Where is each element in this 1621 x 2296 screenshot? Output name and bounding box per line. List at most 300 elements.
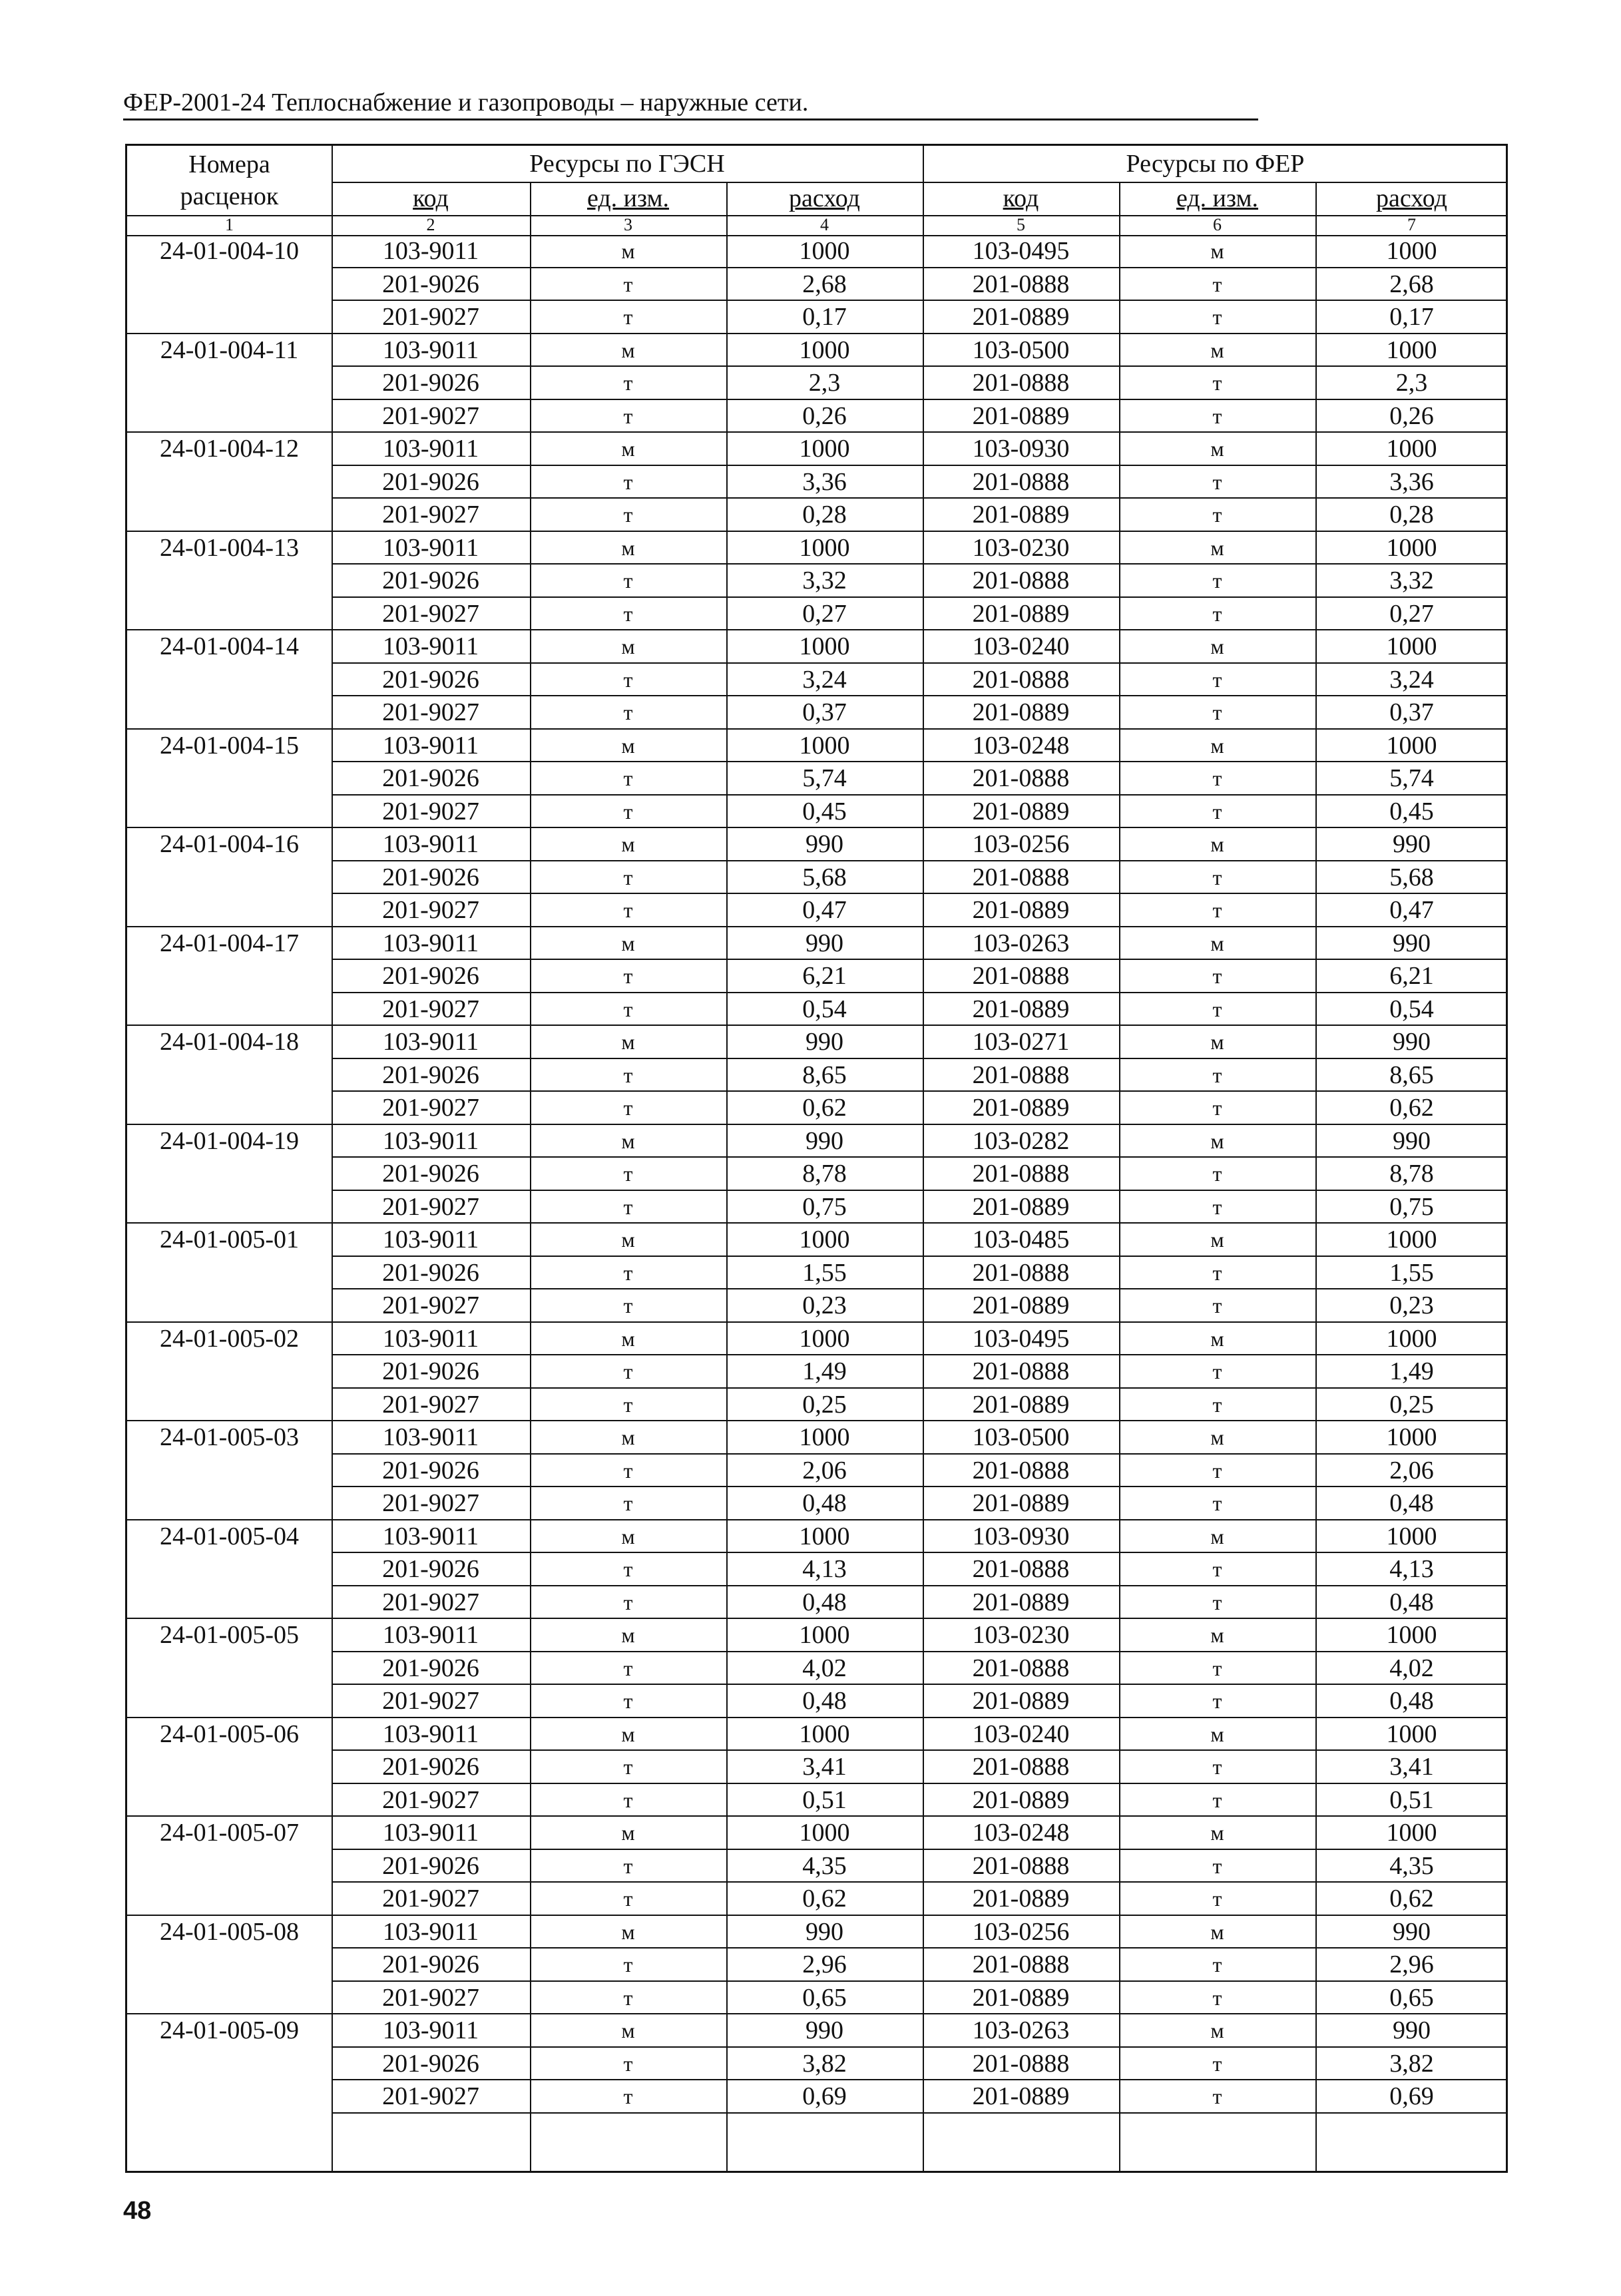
unit-cell: м: [621, 931, 635, 955]
consumption-cell: 0,28: [1389, 501, 1434, 529]
code-cell: 103-9011: [382, 1720, 479, 1748]
rate-number: 24-01-004-17: [160, 929, 299, 957]
consumption-cell: 3,41: [1389, 1753, 1434, 1781]
consumption-cell: 0,69: [802, 2082, 847, 2110]
unit-cell: т: [623, 997, 633, 1021]
consumption-cell: 990: [806, 1028, 843, 1056]
code-cell: 103-9011: [382, 533, 479, 562]
column-header-fer-code: код: [1003, 184, 1039, 212]
unit-cell: т: [1212, 2051, 1222, 2076]
unit-cell: т: [623, 1787, 633, 1812]
consumption-cell: 0,26: [1389, 401, 1434, 430]
code-cell: 201-9026: [382, 1456, 479, 1485]
code-cell: 201-0889: [972, 1390, 1070, 1419]
consumption-cell: 1000: [799, 1522, 850, 1550]
code-cell: 201-0888: [972, 369, 1070, 397]
unit-cell: м: [621, 2018, 635, 2042]
unit-cell: м: [621, 239, 635, 263]
consumption-cell: 3,24: [802, 665, 847, 694]
consumption-cell: 1000: [799, 435, 850, 463]
code-cell: 201-9026: [382, 1060, 479, 1089]
unit-cell: т: [1212, 403, 1222, 428]
unit-cell: м: [621, 1030, 635, 1054]
code-cell: 103-9011: [382, 1028, 479, 1056]
rate-number: 24-01-004-14: [160, 632, 299, 660]
code-cell: 201-0888: [972, 1753, 1070, 1781]
unit-cell: т: [623, 403, 633, 428]
consumption-cell: 3,36: [1389, 467, 1434, 496]
unit-cell: м: [1210, 1228, 1224, 1252]
consumption-cell: 3,36: [802, 467, 847, 496]
unit-cell: м: [621, 437, 635, 461]
code-cell: 201-9026: [382, 2049, 479, 2078]
code-cell: 201-9026: [382, 962, 479, 990]
consumption-cell: 1000: [799, 533, 850, 562]
consumption-cell: 0,48: [802, 1687, 847, 1715]
code-cell: 201-0889: [972, 1687, 1070, 1715]
code-cell: 201-9027: [382, 1785, 479, 1814]
code-cell: 103-9011: [382, 1621, 479, 1649]
code-cell: 201-9027: [382, 599, 479, 628]
code-cell: 201-0888: [972, 1555, 1070, 1583]
consumption-cell: 0,62: [802, 1094, 847, 1122]
code-cell: 201-9027: [382, 1291, 479, 1319]
consumption-cell: 0,54: [802, 995, 847, 1023]
consumption-cell: 990: [806, 929, 843, 957]
unit-cell: т: [1212, 1062, 1222, 1087]
code-cell: 103-0240: [972, 632, 1070, 660]
column-number: 2: [426, 215, 435, 234]
unit-cell: т: [623, 1557, 633, 1581]
code-cell: 103-0500: [972, 336, 1070, 364]
document-header-title: ФЕР-2001-24 Теплоснабжение и газопроводы – наружные сети.: [123, 87, 1258, 120]
code-cell: 201-9026: [382, 567, 479, 594]
rate-number: 24-01-004-10: [160, 237, 299, 265]
unit-cell: м: [621, 1128, 635, 1153]
consumption-cell: 3,41: [802, 1753, 847, 1781]
code-cell: 103-0263: [972, 929, 1070, 957]
consumption-cell: 5,68: [802, 863, 847, 891]
consumption-cell: 1000: [799, 1819, 850, 1847]
unit-cell: м: [621, 1425, 635, 1449]
code-cell: 103-0248: [972, 1819, 1070, 1847]
unit-cell: т: [623, 667, 633, 692]
code-cell: 201-0888: [972, 1258, 1070, 1287]
rate-number: 24-01-005-06: [160, 1720, 299, 1748]
rate-number: 24-01-004-11: [160, 336, 299, 364]
code-cell: 201-9026: [382, 1851, 479, 1880]
code-cell: 103-9011: [382, 1126, 479, 1155]
unit-cell: т: [1212, 865, 1222, 889]
consumption-cell: 0,48: [1389, 1687, 1434, 1715]
consumption-cell: 2,06: [802, 1456, 847, 1485]
consumption-cell: 990: [1393, 1917, 1431, 1946]
unit-cell: м: [1210, 1821, 1224, 1845]
consumption-cell: 1000: [1386, 237, 1437, 265]
code-cell: 103-0930: [972, 435, 1070, 463]
code-cell: 201-9026: [382, 1258, 479, 1287]
code-cell: 103-9011: [382, 1324, 479, 1353]
unit-cell: т: [623, 1952, 633, 1976]
consumption-cell: 0,48: [1389, 1588, 1434, 1616]
consumption-cell: 1000: [1386, 1720, 1437, 1748]
unit-cell: м: [1210, 338, 1224, 362]
column-group-fer: Ресурсы по ФЕР: [1126, 150, 1305, 178]
unit-cell: т: [1212, 1392, 1222, 1417]
code-cell: 201-0889: [972, 1885, 1070, 1913]
code-cell: 201-0888: [972, 1060, 1070, 1089]
rate-number: 24-01-005-03: [160, 1423, 299, 1451]
consumption-cell: 0,51: [1389, 1785, 1434, 1814]
column-header-rate-numbers: Номера расценок: [180, 150, 279, 210]
consumption-cell: 0,75: [1389, 1192, 1434, 1221]
consumption-cell: 1000: [799, 1226, 850, 1254]
unit-cell: т: [623, 1096, 633, 1120]
consumption-cell: 0,65: [1389, 1983, 1434, 2012]
consumption-cell: 0,54: [1389, 995, 1434, 1023]
unit-cell: м: [621, 1228, 635, 1252]
code-cell: 201-9026: [382, 270, 479, 298]
consumption-cell: 4,02: [802, 1654, 847, 1682]
consumption-cell: 1000: [1386, 1324, 1437, 1353]
consumption-cell: 1000: [799, 237, 850, 265]
consumption-cell: 1,49: [1389, 1357, 1434, 1385]
consumption-cell: 0,37: [1389, 698, 1434, 726]
column-number: 4: [820, 215, 829, 234]
unit-cell: т: [623, 1293, 633, 1317]
code-cell: 201-0889: [972, 1192, 1070, 1221]
resources-table: [125, 144, 1508, 2173]
consumption-cell: 1000: [799, 1423, 850, 1451]
consumption-cell: 0,37: [802, 698, 847, 726]
code-cell: 201-9026: [382, 369, 479, 397]
unit-cell: м: [1210, 1623, 1224, 1647]
code-cell: 201-0888: [972, 1654, 1070, 1682]
unit-cell: т: [1212, 766, 1222, 790]
column-number: 3: [624, 215, 632, 234]
unit-cell: т: [1212, 601, 1222, 626]
consumption-cell: 1000: [799, 731, 850, 760]
code-cell: 201-0889: [972, 1785, 1070, 1814]
consumption-cell: 1000: [1386, 435, 1437, 463]
code-cell: 201-9027: [382, 1489, 479, 1517]
code-cell: 103-0495: [972, 237, 1070, 265]
unit-cell: т: [1212, 1787, 1222, 1812]
code-cell: 201-0888: [972, 1951, 1070, 1978]
consumption-cell: 2,96: [1389, 1951, 1434, 1978]
unit-cell: т: [623, 272, 633, 296]
code-cell: 103-0930: [972, 1522, 1070, 1550]
unit-cell: т: [623, 1162, 633, 1186]
consumption-cell: 1000: [1386, 336, 1437, 364]
code-cell: 103-9011: [382, 632, 479, 660]
code-cell: 201-9027: [382, 1588, 479, 1616]
consumption-cell: 3,32: [1389, 567, 1434, 594]
unit-cell: т: [1212, 799, 1222, 823]
unit-cell: т: [623, 1985, 633, 2010]
consumption-cell: 0,48: [1389, 1489, 1434, 1517]
code-cell: 103-0282: [972, 1126, 1070, 1155]
consumption-cell: 3,82: [802, 2049, 847, 2078]
unit-cell: т: [1212, 1952, 1222, 1976]
rate-number: 24-01-004-19: [160, 1126, 299, 1155]
unit-cell: т: [1212, 700, 1222, 724]
unit-cell: т: [623, 1359, 633, 1383]
consumption-cell: 990: [1393, 1126, 1431, 1155]
code-cell: 103-9011: [382, 929, 479, 957]
consumption-cell: 5,74: [1389, 764, 1434, 792]
code-cell: 201-9027: [382, 501, 479, 529]
column-number: 1: [225, 215, 234, 234]
code-cell: 103-9011: [382, 2016, 479, 2044]
code-cell: 201-9026: [382, 1753, 479, 1781]
code-cell: 201-0889: [972, 1489, 1070, 1517]
code-cell: 201-0888: [972, 1456, 1070, 1485]
code-cell: 201-9027: [382, 1687, 479, 1715]
unit-cell: т: [1212, 371, 1222, 395]
unit-cell: т: [1212, 1557, 1222, 1581]
code-cell: 201-9027: [382, 698, 479, 726]
code-cell: 201-9027: [382, 1192, 479, 1221]
consumption-cell: 990: [806, 2016, 843, 2044]
code-cell: 201-9027: [382, 797, 479, 825]
unit-cell: т: [623, 1656, 633, 1680]
unit-cell: т: [623, 766, 633, 790]
column-header-gesn-code: код: [413, 184, 449, 212]
consumption-cell: 1000: [1386, 1226, 1437, 1254]
code-cell: 103-9011: [382, 237, 479, 265]
unit-cell: т: [1212, 1096, 1222, 1120]
unit-cell: т: [1212, 1853, 1222, 1878]
code-cell: 103-0256: [972, 830, 1070, 858]
unit-cell: т: [1212, 503, 1222, 527]
consumption-cell: 1000: [799, 632, 850, 660]
rate-number: 24-01-005-01: [160, 1226, 299, 1254]
unit-cell: т: [1212, 272, 1222, 296]
code-cell: 201-9026: [382, 1555, 479, 1583]
consumption-cell: 0,25: [802, 1390, 847, 1419]
consumption-cell: 0,25: [1389, 1390, 1434, 1419]
consumption-cell: 1000: [1386, 1522, 1437, 1550]
rate-number: 24-01-004-18: [160, 1028, 299, 1056]
consumption-cell: 1,55: [1389, 1258, 1434, 1287]
code-cell: 201-0889: [972, 698, 1070, 726]
consumption-cell: 0,17: [802, 303, 847, 331]
consumption-cell: 8,65: [1389, 1060, 1434, 1089]
unit-cell: т: [623, 601, 633, 626]
unit-cell: м: [1210, 1919, 1224, 1944]
consumption-cell: 0,62: [1389, 1885, 1434, 1913]
code-cell: 201-0888: [972, 863, 1070, 891]
consumption-cell: 0,28: [802, 501, 847, 529]
unit-cell: м: [1210, 1425, 1224, 1449]
consumption-cell: 990: [1393, 1028, 1431, 1056]
consumption-cell: 0,23: [1389, 1291, 1434, 1319]
page-number: 48: [123, 2197, 152, 2225]
consumption-cell: 1000: [1386, 1423, 1437, 1451]
rate-number: 24-01-004-16: [160, 830, 299, 858]
column-header-fer-consumption: расход: [1375, 184, 1448, 212]
unit-cell: т: [623, 865, 633, 889]
consumption-cell: 2,3: [1395, 369, 1428, 397]
unit-cell: м: [1210, 931, 1224, 955]
consumption-cell: 4,02: [1389, 1654, 1434, 1682]
code-cell: 201-9027: [382, 1094, 479, 1122]
rate-number: 24-01-005-02: [160, 1324, 299, 1353]
consumption-cell: 4,13: [1389, 1555, 1434, 1583]
consumption-cell: 2,96: [802, 1951, 847, 1978]
unit-cell: т: [623, 305, 633, 329]
consumption-cell: 0,27: [802, 599, 847, 628]
unit-cell: м: [621, 1919, 635, 1944]
code-cell: 201-9027: [382, 896, 479, 924]
consumption-cell: 3,32: [802, 567, 847, 594]
unit-cell: т: [623, 1491, 633, 1515]
unit-cell: т: [1212, 1755, 1222, 1779]
unit-cell: т: [1212, 1985, 1222, 2010]
rate-number: 24-01-005-09: [160, 2016, 299, 2044]
column-number: 5: [1017, 215, 1025, 234]
code-cell: 103-0256: [972, 1917, 1070, 1946]
unit-cell: т: [623, 1392, 633, 1417]
column-header-gesn-consumption: расход: [788, 184, 861, 212]
unit-cell: м: [621, 1326, 635, 1351]
unit-cell: м: [1210, 1030, 1224, 1054]
unit-cell: т: [623, 1755, 633, 1779]
code-cell: 201-9027: [382, 1390, 479, 1419]
column-header-gesn-unit: ед. изм.: [586, 184, 670, 212]
consumption-cell: 4,35: [1389, 1851, 1434, 1880]
unit-cell: т: [623, 503, 633, 527]
consumption-cell: 0,23: [802, 1291, 847, 1319]
consumption-cell: 1000: [799, 336, 850, 364]
consumption-cell: 1,55: [802, 1258, 847, 1287]
code-cell: 201-0889: [972, 797, 1070, 825]
code-cell: 201-9027: [382, 1885, 479, 1913]
row-divider: [332, 2112, 1508, 2114]
code-cell: 103-0230: [972, 533, 1070, 562]
unit-cell: м: [1210, 437, 1224, 461]
unit-cell: т: [623, 371, 633, 395]
consumption-cell: 2,68: [802, 270, 847, 298]
column-number: 7: [1407, 215, 1416, 234]
unit-cell: м: [621, 535, 635, 560]
consumption-cell: 4,35: [802, 1851, 847, 1880]
code-cell: 201-9026: [382, 665, 479, 694]
code-cell: 201-0889: [972, 2082, 1070, 2110]
rate-number: 24-01-004-12: [160, 435, 299, 463]
code-cell: 201-0888: [972, 1851, 1070, 1880]
code-cell: 103-9011: [382, 1423, 479, 1451]
unit-cell: т: [623, 469, 633, 494]
column-number: 6: [1213, 215, 1222, 234]
unit-cell: м: [1210, 239, 1224, 263]
unit-cell: м: [1210, 733, 1224, 758]
consumption-cell: 2,06: [1389, 1456, 1434, 1485]
unit-cell: м: [1210, 535, 1224, 560]
code-cell: 201-0889: [972, 1291, 1070, 1319]
consumption-cell: 0,27: [1389, 599, 1434, 628]
code-cell: 103-0500: [972, 1423, 1070, 1451]
code-cell: 201-0889: [972, 303, 1070, 331]
unit-cell: м: [621, 1722, 635, 1746]
consumption-cell: 3,24: [1389, 665, 1434, 694]
code-cell: 103-0485: [972, 1226, 1070, 1254]
code-cell: 201-0889: [972, 995, 1070, 1023]
code-cell: 201-9026: [382, 1357, 479, 1385]
consumption-cell: 1000: [1386, 632, 1437, 660]
consumption-cell: 990: [1393, 929, 1431, 957]
unit-cell: т: [1212, 1887, 1222, 1911]
unit-cell: т: [623, 964, 633, 988]
unit-cell: т: [1212, 1359, 1222, 1383]
unit-cell: м: [1210, 2018, 1224, 2042]
unit-cell: т: [623, 700, 633, 724]
consumption-cell: 0,69: [1389, 2082, 1434, 2110]
consumption-cell: 0,65: [802, 1983, 847, 2012]
code-cell: 201-0888: [972, 764, 1070, 792]
unit-cell: т: [623, 1260, 633, 1285]
code-cell: 201-0888: [972, 2049, 1070, 2078]
unit-cell: т: [623, 2051, 633, 2076]
consumption-cell: 0,51: [802, 1785, 847, 1814]
consumption-cell: 0,48: [802, 1588, 847, 1616]
unit-cell: м: [1210, 1128, 1224, 1153]
unit-cell: т: [623, 1689, 633, 1713]
unit-cell: т: [1212, 1293, 1222, 1317]
column-header-fer-unit: ед. изм.: [1176, 184, 1259, 212]
code-cell: 103-9011: [382, 1819, 479, 1847]
consumption-cell: 990: [1393, 830, 1431, 858]
consumption-cell: 8,78: [1389, 1160, 1434, 1188]
unit-cell: т: [1212, 1491, 1222, 1515]
code-cell: 103-0230: [972, 1621, 1070, 1649]
code-cell: 201-9027: [382, 2082, 479, 2110]
code-cell: 103-9011: [382, 830, 479, 858]
code-cell: 103-9011: [382, 336, 479, 364]
consumption-cell: 0,17: [1389, 303, 1434, 331]
unit-cell: т: [1212, 1260, 1222, 1285]
unit-cell: т: [1212, 964, 1222, 988]
rate-number: 24-01-004-15: [160, 731, 299, 760]
unit-cell: т: [1212, 898, 1222, 922]
code-cell: 201-9027: [382, 1983, 479, 2012]
code-cell: 103-0248: [972, 731, 1070, 760]
unit-cell: т: [1212, 1689, 1222, 1713]
consumption-cell: 2,68: [1389, 270, 1434, 298]
code-cell: 201-9027: [382, 995, 479, 1023]
unit-cell: м: [1210, 1326, 1224, 1351]
unit-cell: м: [621, 338, 635, 362]
unit-cell: т: [1212, 569, 1222, 592]
consumption-cell: 6,21: [802, 962, 847, 990]
unit-cell: т: [623, 898, 633, 922]
consumption-cell: 8,78: [802, 1160, 847, 1188]
code-cell: 201-0888: [972, 270, 1070, 298]
code-cell: 201-0889: [972, 1983, 1070, 2012]
unit-cell: м: [1210, 832, 1224, 856]
column-group-gesn: Ресурсы по ГЭСН: [529, 150, 725, 178]
code-cell: 201-0888: [972, 665, 1070, 694]
consumption-cell: 0,47: [802, 896, 847, 924]
consumption-cell: 0,45: [1389, 797, 1434, 825]
consumption-cell: 1000: [1386, 1621, 1437, 1649]
unit-cell: м: [621, 832, 635, 856]
code-cell: 201-0889: [972, 1588, 1070, 1616]
code-cell: 103-9011: [382, 1226, 479, 1254]
code-cell: 103-9011: [382, 1917, 479, 1946]
unit-cell: т: [623, 569, 633, 592]
